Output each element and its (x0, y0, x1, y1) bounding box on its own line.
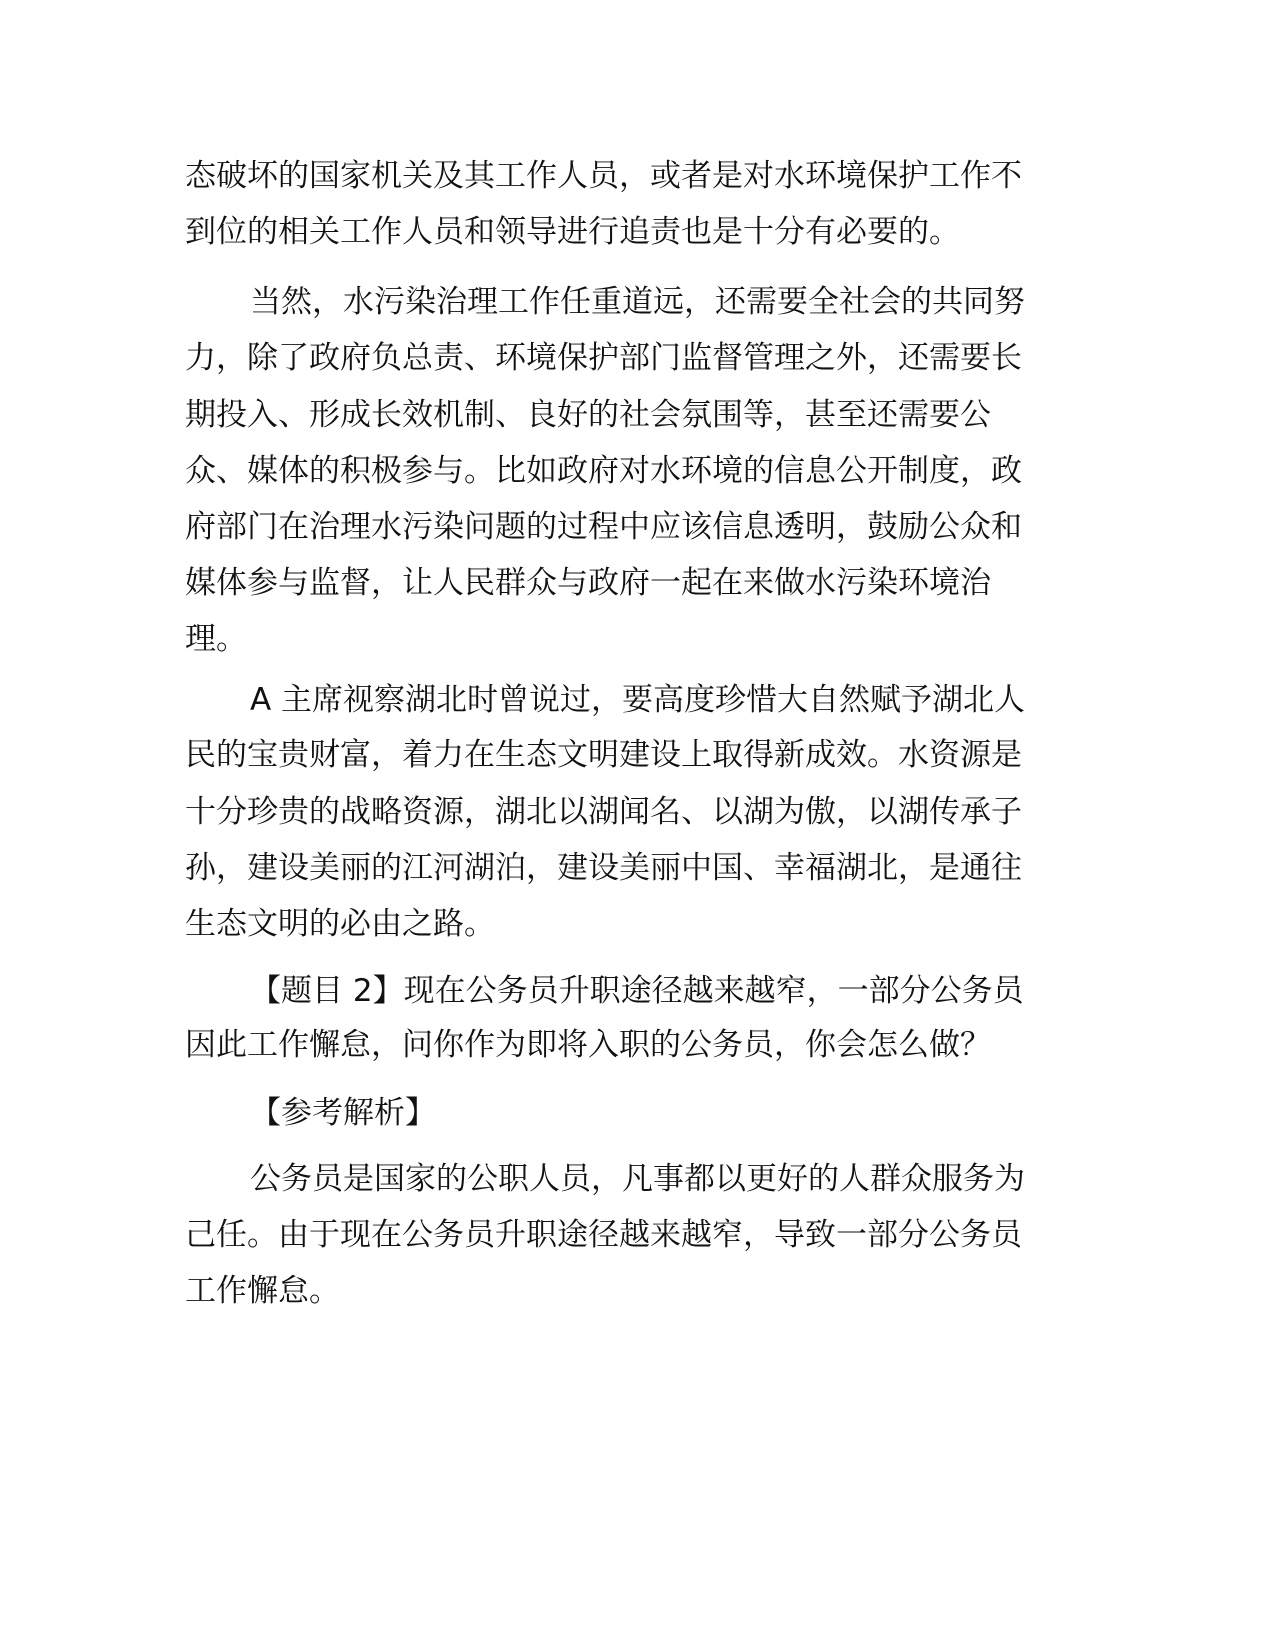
text-line: 工作懈怠。 (185, 1273, 340, 1309)
text-line: 到位的相关工作人员和领导进行追责也是十分有必要的。 (185, 214, 960, 250)
question-heading: 【题目 2】现在公务员升职途径越来越窄，一部分公务员 (250, 973, 1024, 1009)
text-line: 十分珍贵的战略资源，湖北以湖闻名、以湖为傲，以湖传承子 (185, 794, 1022, 830)
text-line: 媒体参与监督，让人民群众与政府一起在来做水污染环境治 (185, 565, 991, 601)
analysis-heading: 【参考解析】 (250, 1095, 436, 1131)
text-line: 己任。由于现在公务员升职途径越来越窄，导致一部分公务员 (185, 1217, 1022, 1253)
text-line: 众、媒体的积极参与。比如政府对水环境的信息公开制度，政 (185, 453, 1022, 489)
text-line: 理。 (185, 621, 247, 657)
text-line: 民的宝贵财富，着力在生态文明建设上取得新成效。水资源是 (185, 737, 1022, 773)
text-line: 态破坏的国家机关及其工作人员，或者是对水环境保护工作不 (185, 158, 1022, 194)
text-line: A 主席视察湖北时曾说过，要高度珍惜大自然赋予湖北人 (250, 682, 1026, 718)
text-line: 因此工作懈怠，问你作为即将入职的公务员，你会怎么做？ (185, 1027, 991, 1063)
text-line: 当然，水污染治理工作任重道远，还需要全社会的共同努 (250, 284, 1025, 320)
text-line: 孙，建设美丽的江河湖泊，建设美丽中国、幸福湖北，是通往 (185, 850, 1022, 886)
text-line: 府部门在治理水污染问题的过程中应该信息透明，鼓励公众和 (185, 509, 1022, 545)
text-line: 生态文明的必由之路。 (185, 906, 495, 942)
text-line: 公务员是国家的公职人员，凡事都以更好的人群众服务为 (250, 1161, 1025, 1197)
text-line: 期投入、形成长效机制、良好的社会氛围等，甚至还需要公 (185, 397, 991, 433)
text-line: 力，除了政府负总责、环境保护部门监督管理之外，还需要长 (185, 340, 1022, 376)
